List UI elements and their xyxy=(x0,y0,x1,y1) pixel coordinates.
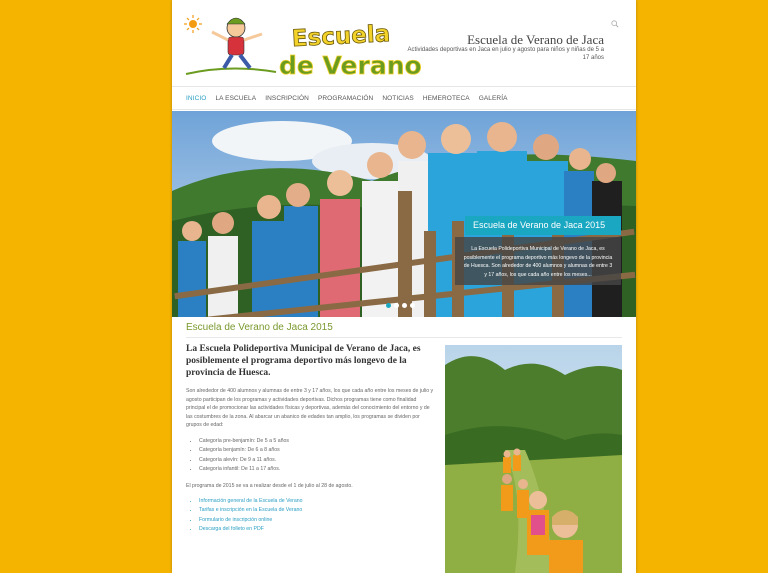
program-period: El programa de 2015 se va a realizar desde el 1 de julio al 28 de agosto. xyxy=(186,483,353,489)
hero-slider[interactable] xyxy=(172,111,636,317)
kid-mascot-icon xyxy=(186,18,276,74)
slider-pagination xyxy=(386,303,415,308)
nav-item-noticias[interactable]: NOTICIAS xyxy=(382,94,414,102)
page-title: Escuela de Verano de Jaca 2015 xyxy=(186,322,333,333)
nav-item-la-escuela[interactable]: LA ESCUELA xyxy=(215,94,257,102)
list-item xyxy=(199,525,303,534)
age-groups-list xyxy=(192,437,289,474)
nav-item-programacion[interactable]: PROGRAMACIÓN xyxy=(317,94,374,102)
logo-text-line1: Escuela xyxy=(291,21,391,53)
list-item xyxy=(199,497,303,506)
slider-dot-1[interactable] xyxy=(386,303,391,308)
link-descarga-folleto[interactable]: Descarga del folleto en PDF xyxy=(199,525,264,532)
hiking-kids-photo xyxy=(445,345,622,573)
page-container xyxy=(172,0,636,573)
list-item xyxy=(199,506,303,515)
nav-item-inscripcion[interactable]: INSCRIPCIÓN xyxy=(265,94,309,102)
sun-icon xyxy=(184,15,202,33)
site-header xyxy=(172,0,636,86)
list-item: • Categoría benjamín: De 6 a 8 años xyxy=(199,446,289,455)
nav-item-galeria[interactable]: GALERÍA xyxy=(478,94,508,102)
body-paragraph: Son alrededor de 400 alumnos y alumnas de entre 3 y 17 años, los que cada año entre los meses de julio y agosto participan de los programas y actividades deportivas. Dichos programas tiene como finalidad principal el de promocionar las actividades físicas y deportivas, además del conocimiento del entorno y de las costumbres de la zona. Al abarcar un abanico de edades tan amplio, los programas se dividen por grupos de edad: xyxy=(186,388,434,429)
slider-dot-4[interactable] xyxy=(410,303,415,308)
slider-dot-3[interactable] xyxy=(402,303,407,308)
slider-dot-2[interactable] xyxy=(394,303,399,308)
list-item: • Categoría pre-benjamín: De 5 a 5 años xyxy=(199,437,289,446)
link-informacion-general[interactable]: Información general de la Escuela de Verano xyxy=(199,498,303,504)
main-navigation xyxy=(172,86,636,110)
search-icon[interactable] xyxy=(611,20,619,28)
slider-caption-title[interactable]: Escuela de Verano de Jaca 2015 xyxy=(465,216,621,235)
link-tarifas-inscripcion[interactable]: Tarifas e inscripción en la Escuela de Verano xyxy=(199,507,303,514)
site-description: Actividades deportivas en Jaca en julio y agosto para niños y niñas de 5 a 17 años xyxy=(407,47,604,61)
link-formulario-inscripcion[interactable]: Formulario de inscripción online xyxy=(199,516,273,523)
slider-photo xyxy=(172,111,636,317)
list-item: • Categoría infantil: De 11 a 17 años. xyxy=(199,465,289,474)
nav-item-hemeroteca[interactable]: HEMEROTECA xyxy=(422,94,470,102)
site-title: Escuela de Verano de Jaca xyxy=(467,32,604,47)
title-divider xyxy=(186,337,622,338)
lead-paragraph: La Escuela Polideportiva Municipal de Verano de Jaca, es posiblemente el programa deportivo más longevo de la provincia de Huesca. xyxy=(186,344,421,378)
slider-caption-text: La Escuela Polideportiva Municipal de Verano de Jaca, es posiblemente el programa deportivo más longevo de la provincia de Huesca. Son alrededor de 400 alumnos y alumnas de entre 3 y 17 años, los que cada año entre los meses... xyxy=(455,237,621,285)
nav-item-inicio[interactable]: INICIO xyxy=(186,94,207,102)
list-item: • Categoría alevín: De 9 a 11 años. xyxy=(199,456,289,465)
info-links-list xyxy=(192,497,303,534)
logo-text-line2: de Verano xyxy=(279,51,422,80)
list-item xyxy=(199,516,303,525)
